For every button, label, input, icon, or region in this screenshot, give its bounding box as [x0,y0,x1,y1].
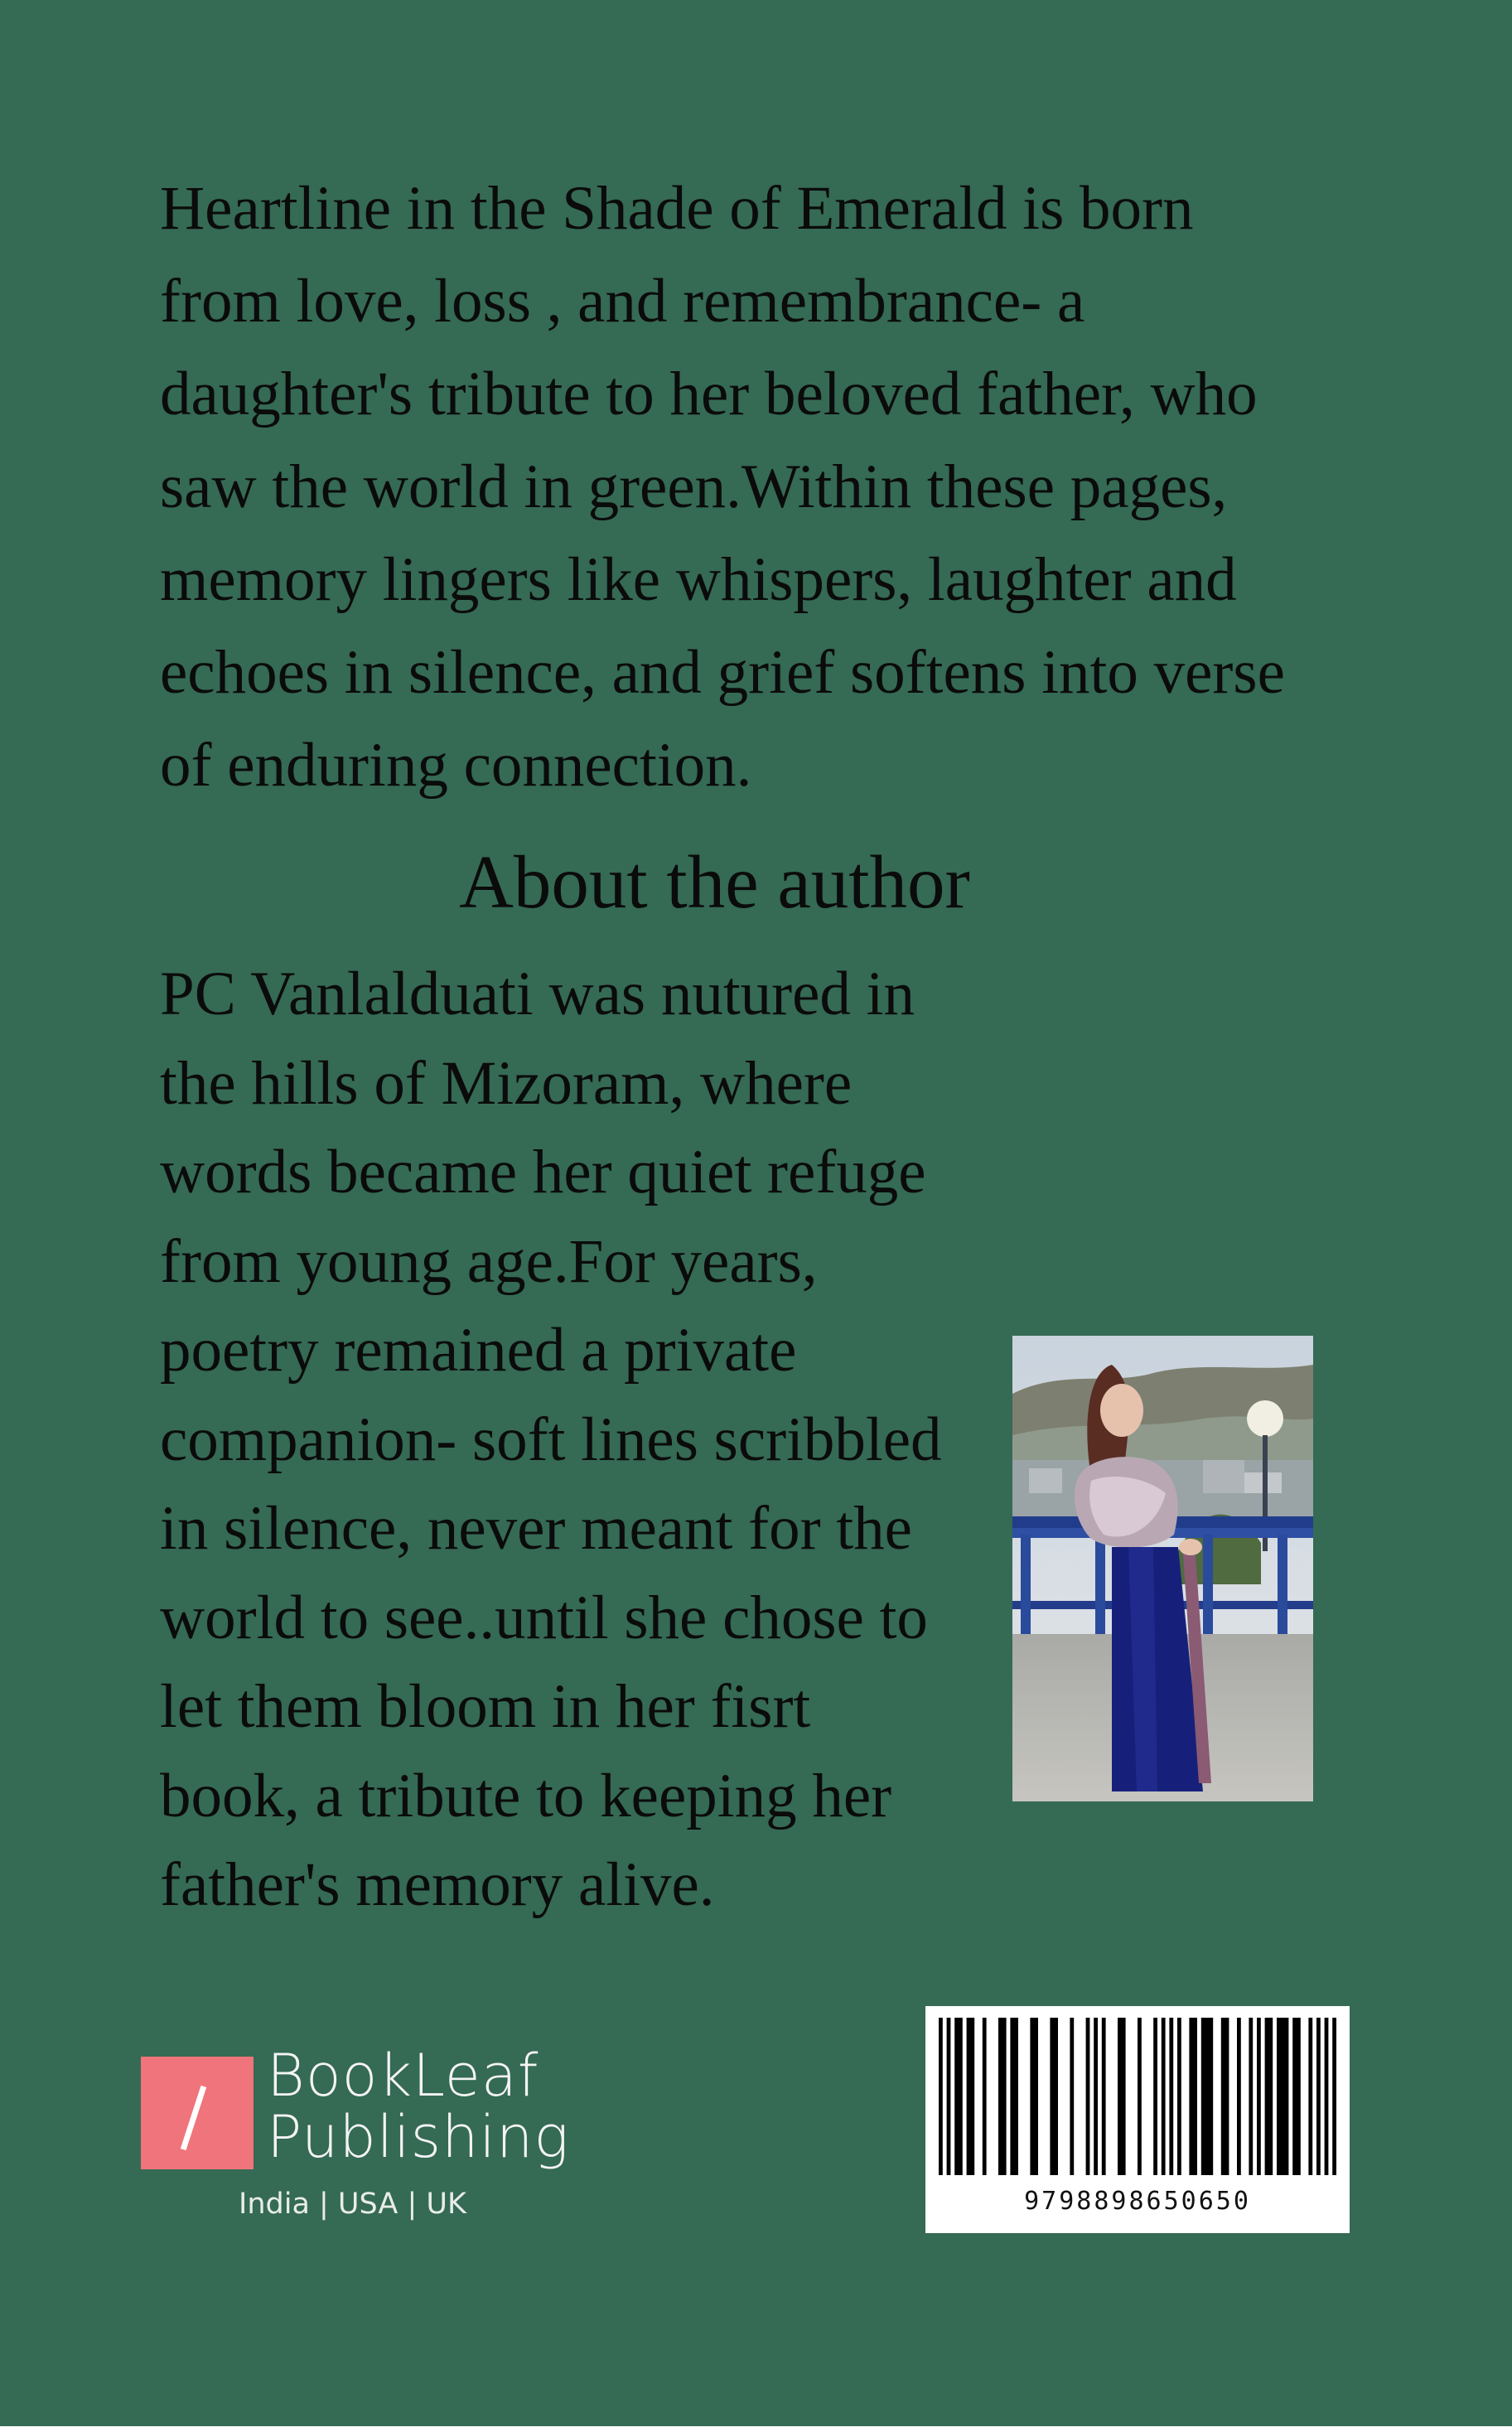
bio-line: poetry remained a private [160,1316,797,1385]
blurb-line: Heartline in the Shade of Emerald is born [160,174,1194,243]
barcode-bar [1030,2018,1038,2175]
barcode-bar [947,2018,951,2175]
barcode-bar [1094,2018,1098,2175]
barcode-bar [1086,2018,1090,2175]
bio-line: the hills of Mizoram, where [160,1048,853,1118]
barcode-bar [1325,2018,1329,2175]
publisher-regions: India | USA | UK [239,2188,466,2221]
book-blurb [160,162,1361,812]
blurb-line: echoes in silence, and grief softens into verse [160,638,1285,707]
publisher-logo [141,2042,572,2231]
author-photo [1012,1336,1313,1801]
barcode-bar [1070,2018,1074,2175]
bio-line: from young age.For years, [160,1226,818,1296]
barcode-bar [1316,2018,1321,2175]
blurb-line: from love, loss , and remembrance- a [160,267,1085,336]
barcode-bar [1102,2018,1106,2175]
barcode-bar [1050,2018,1058,2175]
barcode-bar [1118,2018,1126,2175]
bio-line: PC Vanlalduati was nutured in [160,960,915,1028]
barcode-bar [1308,2018,1312,2175]
barcode-bar [1292,2018,1301,2175]
barcode-bar [1010,2018,1018,2175]
barcode-bar [939,2018,943,2175]
blurb-line: of enduring connection. [160,731,752,800]
barcode-bar [1221,2018,1229,2175]
barcode-bar [1177,2018,1181,2175]
about-author-heading: About the author [459,840,970,924]
bio-line: let them bloom in her fisrt [160,1672,811,1741]
isbn-number: 9798898650650 [1024,2187,1251,2216]
barcode-bar [1237,2018,1241,2175]
isbn-barcode [925,2006,1350,2233]
publisher-name-line2: Publishing [267,2103,570,2171]
author-bio [160,950,1022,1930]
barcode-bar [1162,2018,1166,2175]
bio-line: words became her quiet refuge [160,1138,926,1206]
slash-icon [181,2086,206,2150]
barcode-bar [1153,2018,1157,2175]
barcode-bar [1249,2018,1253,2175]
barcode-bar [967,2018,975,2175]
blurb-line: daughter's tribute to her beloved father, who [160,360,1258,428]
barcode-bar [1257,2018,1261,2175]
bio-line: father's memory alive. [160,1850,715,1919]
barcode-bar [998,2018,1007,2175]
publisher-name-line1: BookLeaf [267,2042,539,2110]
barcode-bar [1277,2018,1288,2175]
bio-line: world to see..until she chose to [160,1583,928,1652]
barcode-bar [1169,2018,1173,2175]
barcode-bar [1138,2018,1142,2175]
barcode-bar [1265,2018,1273,2175]
bio-line: in silence, never meant for the [160,1494,912,1563]
blurb-line: memory lingers like whispers, laughter and [160,545,1237,614]
barcode-bar [1332,2018,1336,2175]
barcode-bar [1201,2018,1213,2175]
bio-line: companion- soft lines scribbled [160,1405,942,1474]
barcode-bar [983,2018,987,2175]
barcode-bar [954,2018,963,2175]
barcode-bar [1189,2018,1197,2175]
barcode-bars [939,2018,1336,2188]
publisher-logo-mark [141,2057,254,2169]
blurb-line: saw the world in green.Within these pages, [160,452,1228,521]
bio-line: book, a tribute to keeping her [160,1761,892,1830]
